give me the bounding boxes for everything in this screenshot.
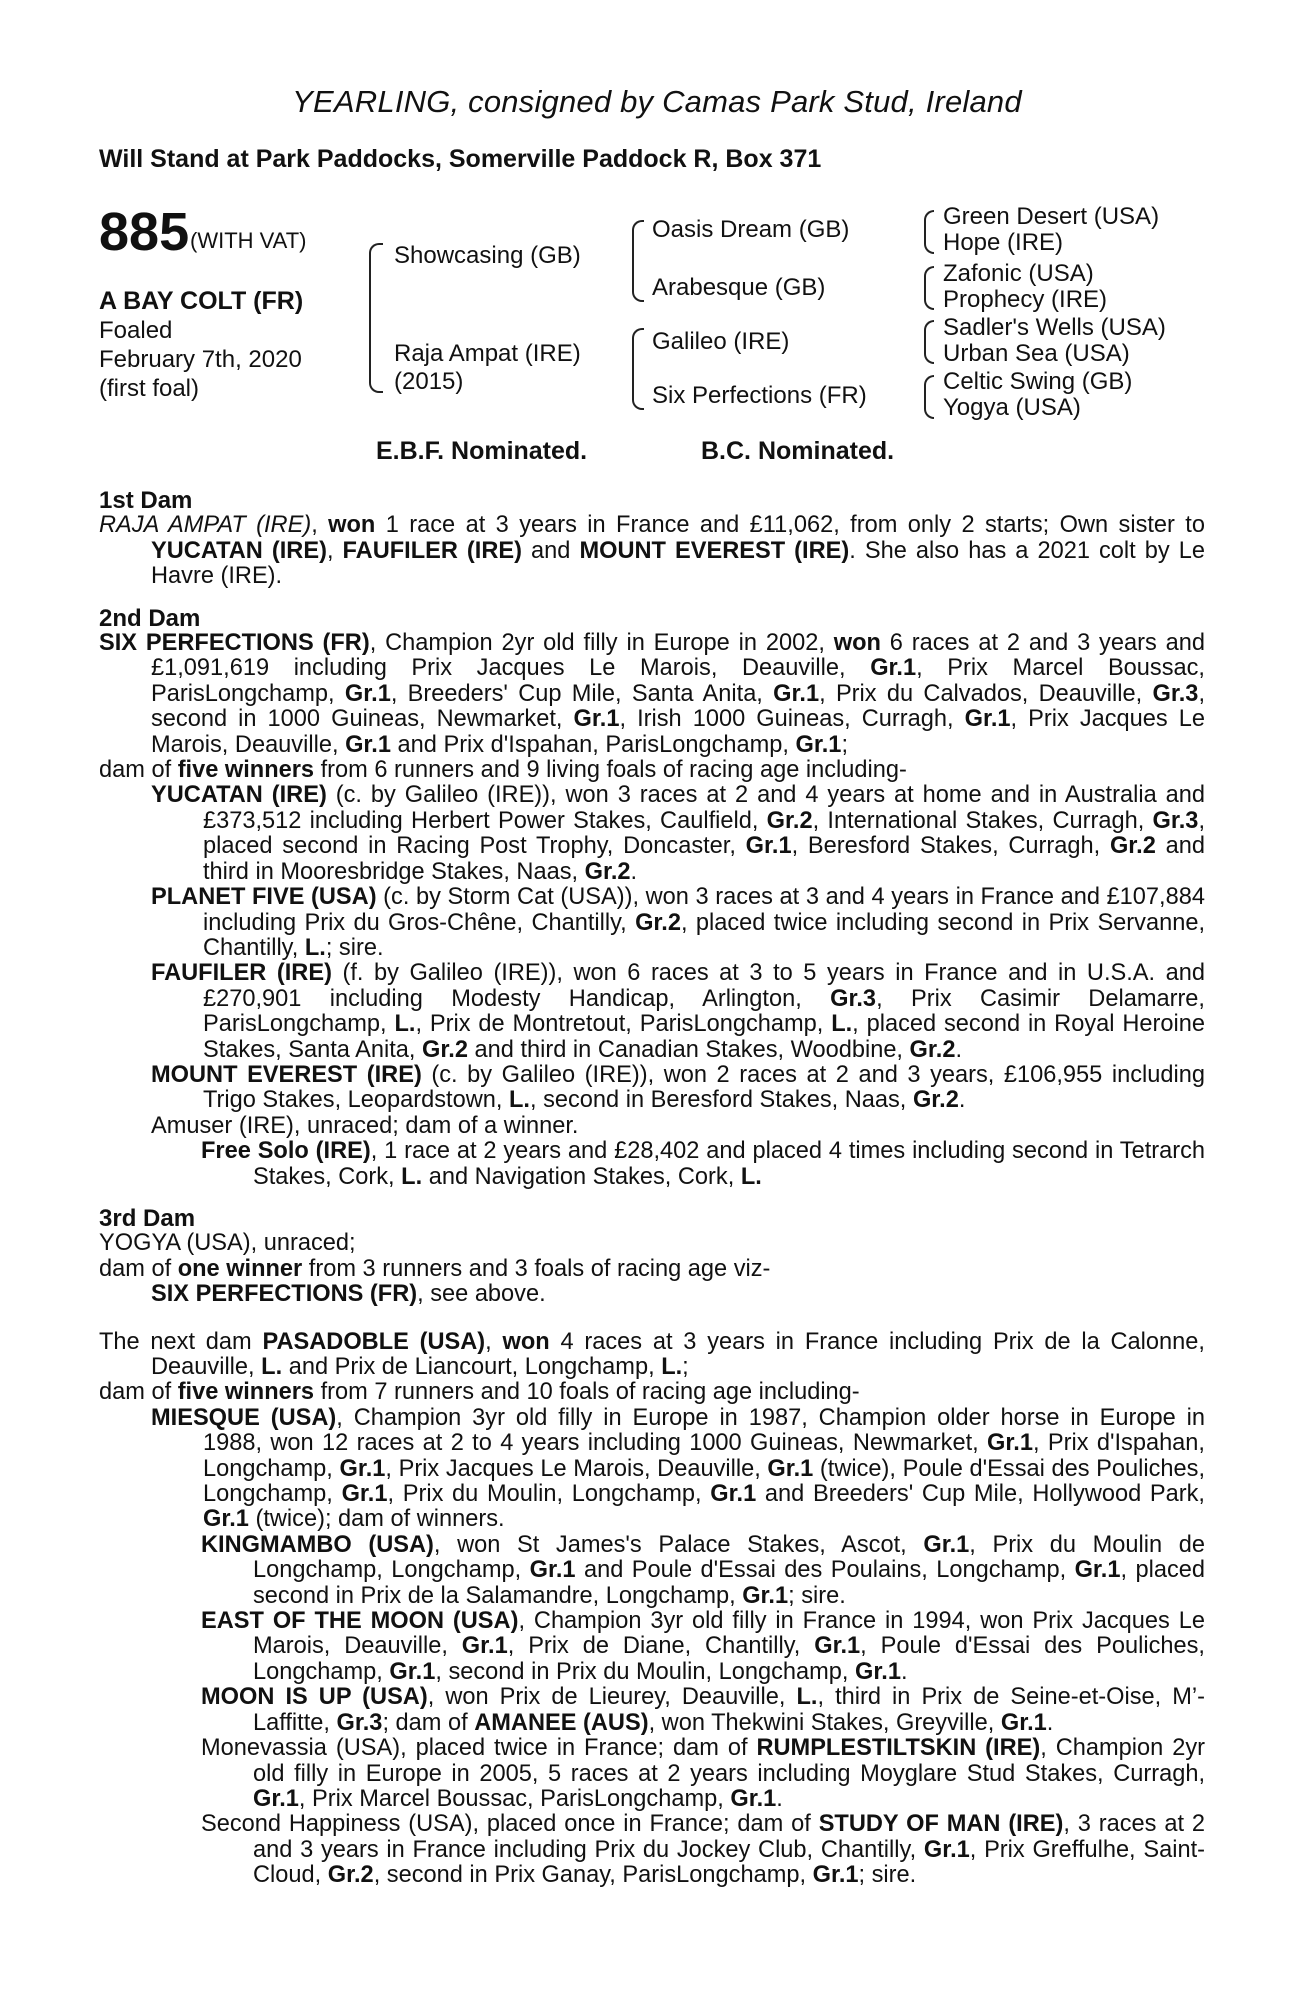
bold-text: RUMPLESTILTSKIN (IRE) xyxy=(756,1735,1041,1762)
bold-text: Gr.1 xyxy=(987,1430,1033,1457)
text-run: , see above. xyxy=(417,1281,546,1308)
bold-text: Gr.1 xyxy=(814,1633,861,1660)
bold-text: Gr.1 xyxy=(923,1836,970,1863)
pedigree-brace xyxy=(924,320,934,364)
text-run: , Champion 2yr old filly in Europe in 2002, xyxy=(369,630,834,657)
pedigree-great-grandparent: Zafonic (USA) xyxy=(943,260,1094,287)
text-run: , xyxy=(485,1328,503,1355)
bold-text: Gr.1 xyxy=(344,680,391,707)
text-run: , Breeders' Cup Mile, Santa Anita, xyxy=(390,680,774,707)
pedigree-granddam: Six Perfections (FR) xyxy=(652,382,867,409)
bold-text: Gr.3 xyxy=(830,985,877,1012)
foaled-info xyxy=(99,316,302,403)
bold-text: Gr.2 xyxy=(327,1862,374,1889)
second-dam-heading: 2nd Dam xyxy=(99,604,201,632)
bold-text: Gr.1 xyxy=(341,1481,388,1508)
text-run: , second in Beresford Stakes, Naas, xyxy=(529,1087,913,1114)
bold-text: Gr.2 xyxy=(635,909,681,936)
pedigree-great-grandparent: Green Desert (USA) xyxy=(943,203,1160,230)
pedigree-paragraph xyxy=(99,1736,1205,1812)
text-run: . xyxy=(900,1658,908,1685)
pedigree-paragraph xyxy=(99,783,1205,885)
lot-number: 885 xyxy=(99,202,190,262)
bold-text: AMANEE (AUS) xyxy=(474,1709,649,1736)
pedigree-brace xyxy=(924,266,934,310)
pedigree-paragraph xyxy=(99,961,1205,1063)
bold-text: SIX PERFECTIONS (FR) xyxy=(151,1281,418,1308)
text-run: , Prix du Moulin, Longchamp, xyxy=(387,1481,711,1508)
text-run: (twice), Poule d'Essai des Pouliches, Longchamp, xyxy=(203,1455,1205,1508)
bold-text: Gr.1 xyxy=(773,680,820,707)
bold-text: Gr.2 xyxy=(422,1036,468,1063)
pedigree-paragraph xyxy=(99,1609,1205,1685)
text-run: and Breeders' Cup Mile, Hollywood Park, xyxy=(756,1481,1205,1508)
section-gap xyxy=(99,1308,1205,1330)
pedigree-paragraph xyxy=(99,1282,1205,1307)
text-run: , Champion 2yr old filly in Europe in 2005, 5 races at 2 years including Moyglare Stud Stakes, Curragh, xyxy=(253,1735,1206,1787)
pedigree-brace xyxy=(632,328,644,410)
pedigree-great-grandparent: Urban Sea (USA) xyxy=(943,340,1130,367)
text-run: . xyxy=(958,1087,966,1114)
first-dam-section xyxy=(99,513,1205,589)
first-dam-heading: 1st Dam xyxy=(99,487,193,514)
pedigree-paragraph xyxy=(99,1139,1205,1190)
text-run: , International Stakes, Curragh, xyxy=(812,807,1153,834)
bold-text: YUCATAN (IRE) xyxy=(151,782,327,809)
page-title: YEARLING, consigned by Camas Park Stud, Ireland xyxy=(292,84,1022,119)
bold-text: Gr.1 xyxy=(339,1455,386,1482)
bold-text: PASADOBLE (USA) xyxy=(262,1328,486,1355)
pedigree-dam-year: (2015) xyxy=(394,368,464,395)
text-run: , Prix Jacques Le Marois, Deauville, xyxy=(151,706,1206,758)
bold-text: Gr.1 xyxy=(710,1481,757,1508)
second-dam-section xyxy=(99,631,1205,1190)
pedigree-sire: Showcasing (GB) xyxy=(394,242,581,269)
bold-text: MOUNT EVEREST (IRE) xyxy=(579,537,850,564)
bold-text: Gr.2 xyxy=(912,1087,959,1114)
bold-text: FAUFILER (IRE) xyxy=(342,537,522,564)
text-run: (c. by Galileo (IRE)), won 3 races at 2 and 4 years at home and in Australia and £373,512 including Herbert Power Stakes, Caulfield, xyxy=(203,782,1205,834)
foaled-label: Foaled xyxy=(99,317,173,344)
text-run: and third in Mooresbridge Stakes, Naas, xyxy=(203,833,1205,885)
text-run: , Prix Casimir Delamarre, ParisLongchamp, xyxy=(203,985,1205,1038)
text-run: and Poule d'Essai des Poulains, Longchamp, xyxy=(575,1557,1075,1584)
bold-text: Gr.1 xyxy=(573,706,620,733)
bold-text: Gr.1 xyxy=(1074,1557,1121,1584)
text-run: 4 races at 3 years in France including Prix de la Calonne, Deauville, xyxy=(151,1328,1205,1380)
bold-text: Gr.1 xyxy=(203,1506,249,1533)
bold-text: Gr.1 xyxy=(767,1455,814,1482)
pedigree-paragraph xyxy=(99,631,1205,758)
bold-text: Gr.1 xyxy=(812,1862,859,1889)
italic-text: RAJA AMPAT (IRE) xyxy=(99,512,312,539)
pedigree-great-grandparent: Celtic Swing (GB) xyxy=(943,368,1133,395)
text-run: 1 race at 3 years in France and £11,062, from only 2 starts; Own sister to xyxy=(375,512,1205,539)
text-run: ; sire. xyxy=(788,1582,846,1609)
text-run: , Prix du Moulin de Longchamp, Longchamp, xyxy=(253,1531,1205,1584)
text-run: ; xyxy=(841,731,848,758)
pedigree-paragraph xyxy=(99,1406,1205,1533)
bold-text: Gr.1 xyxy=(855,1658,901,1685)
bold-text: Gr.1 xyxy=(923,1531,970,1558)
bold-text: Gr.1 xyxy=(730,1785,777,1812)
text-run: and xyxy=(521,537,580,564)
text-run: (c. by Galileo (IRE)), won 2 races at 2 and 3 years, £106,955 including Trigo Stakes, Leopardstown, xyxy=(203,1061,1206,1114)
bold-text: MOON IS UP (USA) xyxy=(201,1684,428,1711)
text-run: , placed second in Prix de la Salamandre, Longchamp, xyxy=(253,1557,1206,1609)
bold-text: STUDY OF MAN (IRE) xyxy=(818,1811,1064,1838)
text-run: (twice); dam of winners. xyxy=(248,1506,505,1533)
text-run: , Prix de Diane, Chantilly, xyxy=(507,1633,815,1660)
bc-nomination: B.C. Nominated. xyxy=(701,437,895,465)
foal-note: (first foal) xyxy=(99,375,200,402)
bold-text: Gr.3 xyxy=(1152,680,1199,707)
bold-text: Free Solo (IRE) xyxy=(201,1138,371,1165)
text-run: , won Prix de Lieurey, Deauville, xyxy=(427,1684,797,1711)
bold-text: L. xyxy=(796,1684,818,1711)
bold-text: Gr.3 xyxy=(1152,807,1199,834)
bold-text: PLANET FIVE (USA) xyxy=(151,884,377,911)
text-run: from 3 runners and 3 foals of racing age viz- xyxy=(302,1255,771,1282)
pedigree-paragraph xyxy=(99,1330,1205,1381)
text-run: ; xyxy=(682,1354,689,1380)
text-run: Second Happiness (USA), placed once in France; dam of xyxy=(201,1811,819,1838)
text-run: ; sire. xyxy=(325,934,384,961)
text-run: , second in Prix du Moulin, Longchamp, xyxy=(435,1658,856,1685)
pedigree-paragraph xyxy=(99,1380,1205,1405)
stand-location: Will Stand at Park Paddocks, Somerville Paddock R, Box 371 xyxy=(99,145,822,173)
pedigree-brace xyxy=(632,220,644,302)
text-run: , 3 races at 2 and 3 years in France including Prix du Jockey Club, Chantilly, xyxy=(253,1811,1205,1863)
bold-text: L. xyxy=(401,1163,423,1190)
bold-text: Gr.2 xyxy=(1109,833,1156,860)
pedigree-paragraph xyxy=(99,1533,1205,1609)
bold-text: Gr.1 xyxy=(529,1557,576,1584)
ebf-nomination: E.B.F. Nominated. xyxy=(376,437,588,465)
text-run: , 1 race at 2 years and £28,402 and placed 4 times including second in Tetrarch Stakes, Cork, xyxy=(253,1138,1206,1190)
foaled-date: February 7th, 2020 xyxy=(99,346,302,373)
text-run: ; sire. xyxy=(858,1862,917,1889)
text-run: , Prix de Montretout, ParisLongchamp, xyxy=(415,1011,832,1038)
pedigree-brace xyxy=(369,243,383,393)
bold-text: EAST OF THE MOON (USA) xyxy=(201,1608,519,1635)
text-run: . xyxy=(776,1785,783,1812)
text-run: , placed second in Racing Post Trophy, Doncaster, xyxy=(203,807,1205,860)
text-run: and Prix de Liancourt, Longchamp, xyxy=(282,1354,662,1380)
dam-history xyxy=(99,488,1205,1889)
bold-text: won xyxy=(502,1328,550,1355)
bold-text: Gr.2 xyxy=(766,807,813,834)
bold-text: Gr.1 xyxy=(742,1582,789,1609)
bold-text: won xyxy=(833,630,881,657)
text-run: , third in Prix de Seine-et-Oise, M’-Laffitte, xyxy=(253,1684,1206,1736)
text-run: and Navigation Stakes, Cork, xyxy=(422,1163,741,1190)
text-run: from 7 runners and 10 foals of racing age including- xyxy=(314,1379,860,1406)
text-run: dam of xyxy=(99,757,178,784)
text-run: YOGYA (USA), unraced; xyxy=(99,1230,356,1257)
bold-text: L. xyxy=(304,934,326,961)
text-run: , Beresford Stakes, Curragh, xyxy=(791,833,1110,860)
pedigree-paragraph xyxy=(99,1231,1205,1256)
bold-text: MOUNT EVEREST (IRE) xyxy=(151,1061,422,1088)
text-run: . xyxy=(1046,1709,1054,1736)
bold-text: Gr.1 xyxy=(745,833,792,860)
bold-text: FAUFILER (IRE) xyxy=(151,960,332,987)
bold-text: L. xyxy=(831,1011,853,1038)
text-run: Monevassia (USA), placed twice in France; dam of xyxy=(201,1735,757,1762)
pedigree-great-grandparent: Hope (IRE) xyxy=(943,229,1064,256)
pedigree-paragraph xyxy=(99,513,1205,589)
pedigree-paragraph xyxy=(99,885,1205,961)
text-run: and Prix d'Ispahan, ParisLongchamp, xyxy=(390,731,796,758)
third-dam-section xyxy=(99,1231,1205,1307)
text-run: , Champion 3yr old filly in Europe in 1987, Champion older horse in Europe in 1988, won 12 races at 2 to 4 years including 1000 Guineas, Newmarket, xyxy=(203,1404,1205,1457)
lot-name: A BAY COLT (FR) xyxy=(99,287,304,315)
text-run: The next dam xyxy=(99,1328,263,1355)
text-run: dam of xyxy=(99,1379,178,1406)
text-run: , second in 1000 Guineas, Newmarket, xyxy=(151,680,1205,733)
third-dam-heading: 3rd Dam xyxy=(99,1204,196,1232)
bold-text: five winners xyxy=(177,757,315,784)
vat-note: (WITH VAT) xyxy=(190,228,307,253)
pedigree-paragraph xyxy=(99,1257,1205,1282)
text-run: , Prix d'Ispahan, Longchamp, xyxy=(203,1430,1205,1482)
text-run: and third in Canadian Stakes, Woodbine, xyxy=(467,1036,910,1063)
pedigree-great-grandparent: Prophecy (IRE) xyxy=(943,286,1108,313)
pedigree-paragraph xyxy=(99,758,1205,783)
text-run: . xyxy=(630,858,638,885)
text-run: 6 races at 2 and 3 years and £1,091,619 including Prix Jacques Le Marois, Deauville, xyxy=(151,630,1205,682)
bold-text: MIESQUE (USA) xyxy=(151,1404,337,1431)
pedigree-paragraph xyxy=(99,1685,1205,1736)
text-run: , won St James's Palace Stakes, Ascot, xyxy=(433,1531,924,1558)
pedigree-paragraph xyxy=(99,1063,1205,1114)
bold-text: YUCATAN (IRE) xyxy=(151,537,327,564)
bold-text: Gr.1 xyxy=(795,731,842,758)
text-run: , Prix Greffulhe, Saint-Cloud, xyxy=(253,1836,1205,1889)
pedigree-dam: Raja Ampat (IRE) xyxy=(394,340,581,367)
text-run: , Irish 1000 Guineas, Curragh, xyxy=(619,706,965,733)
bold-text: one winner xyxy=(177,1255,303,1282)
bold-text: Gr.1 xyxy=(253,1785,299,1812)
text-run: , Prix Marcel Boussac, ParisLongchamp, xyxy=(151,655,1205,707)
bold-text: Gr.1 xyxy=(461,1633,508,1660)
pedigree-block xyxy=(0,0,1314,470)
bold-text: L. xyxy=(261,1354,283,1380)
pedigree-paragraph xyxy=(99,1812,1205,1888)
pedigree-great-grandparent: Yogya (USA) xyxy=(943,394,1081,421)
text-run: , Poule d'Essai des Pouliches, Longchamp, xyxy=(253,1633,1205,1685)
text-run: , won Thekwini Stakes, Greyville, xyxy=(648,1709,1001,1736)
bold-text: Gr.1 xyxy=(389,1658,436,1685)
text-run: , Prix du Calvados, Deauville, xyxy=(819,680,1153,707)
bold-text: Gr.2 xyxy=(584,858,631,885)
text-run: , placed second in Royal Heroine Stakes, Santa Anita, xyxy=(203,1011,1205,1063)
text-run: (f. by Galileo (IRE)), won 6 races at 3 to 5 years in France and in U.S.A. and £270,901 including Modesty Handicap, Arlington, xyxy=(203,960,1205,1012)
text-run: , second in Prix Ganay, ParisLongchamp, xyxy=(373,1862,813,1889)
pedigree-paragraph xyxy=(99,1114,1205,1139)
pedigree-brace xyxy=(924,210,934,254)
bold-text: Gr.1 xyxy=(870,655,917,682)
bold-text: L. xyxy=(740,1163,762,1190)
text-run: , Champion 3yr old filly in France in 1994, won Prix Jacques Le Marois, Deauville, xyxy=(253,1608,1205,1660)
pedigree-brace xyxy=(924,375,934,419)
bold-text: L. xyxy=(394,1011,416,1038)
next-dam-section xyxy=(99,1330,1205,1889)
bold-text: L. xyxy=(509,1087,530,1114)
text-run: , Prix Jacques Le Marois, Deauville, xyxy=(385,1455,768,1482)
pedigree-grandsire: Galileo (IRE) xyxy=(652,328,790,355)
bold-text: five winners xyxy=(177,1379,315,1406)
bold-text: Gr.3 xyxy=(336,1709,383,1736)
text-run: . She also has a 2021 colt by Le Havre (IRE). xyxy=(151,537,1205,590)
text-run: , xyxy=(326,537,343,564)
text-run: , xyxy=(311,512,329,539)
bold-text: KINGMAMBO (USA) xyxy=(201,1531,434,1558)
bold-text: Gr.1 xyxy=(345,731,391,758)
text-run: (c. by Storm Cat (USA)), won 3 races at 3 and 4 years in France and £107,884 including Prix du Gros-Chêne, Chantilly, xyxy=(203,884,1205,936)
text-run: from 6 runners and 9 living foals of racing age including- xyxy=(314,757,907,784)
pedigree-granddam: Arabesque (GB) xyxy=(652,274,826,301)
text-run: , placed twice including second in Prix Servanne, Chantilly, xyxy=(203,909,1205,961)
text-run: ; dam of xyxy=(382,1709,475,1736)
text-run: . xyxy=(955,1036,963,1063)
bold-text: SIX PERFECTIONS (FR) xyxy=(99,630,370,657)
bold-text: L. xyxy=(661,1354,683,1380)
text-run: , Prix Marcel Boussac, ParisLongchamp, xyxy=(298,1785,731,1812)
bold-text: Gr.1 xyxy=(1000,1709,1047,1736)
pedigree-grandsire: Oasis Dream (GB) xyxy=(652,216,850,243)
pedigree-great-grandparent: Sadler's Wells (USA) xyxy=(943,314,1166,341)
text-run: dam of xyxy=(99,1255,178,1282)
text-run: Amuser (IRE), unraced; dam of a winner. xyxy=(151,1112,579,1139)
bold-text: won xyxy=(328,512,376,539)
bold-text: Gr.2 xyxy=(909,1036,956,1063)
bold-text: Gr.1 xyxy=(964,706,1011,733)
